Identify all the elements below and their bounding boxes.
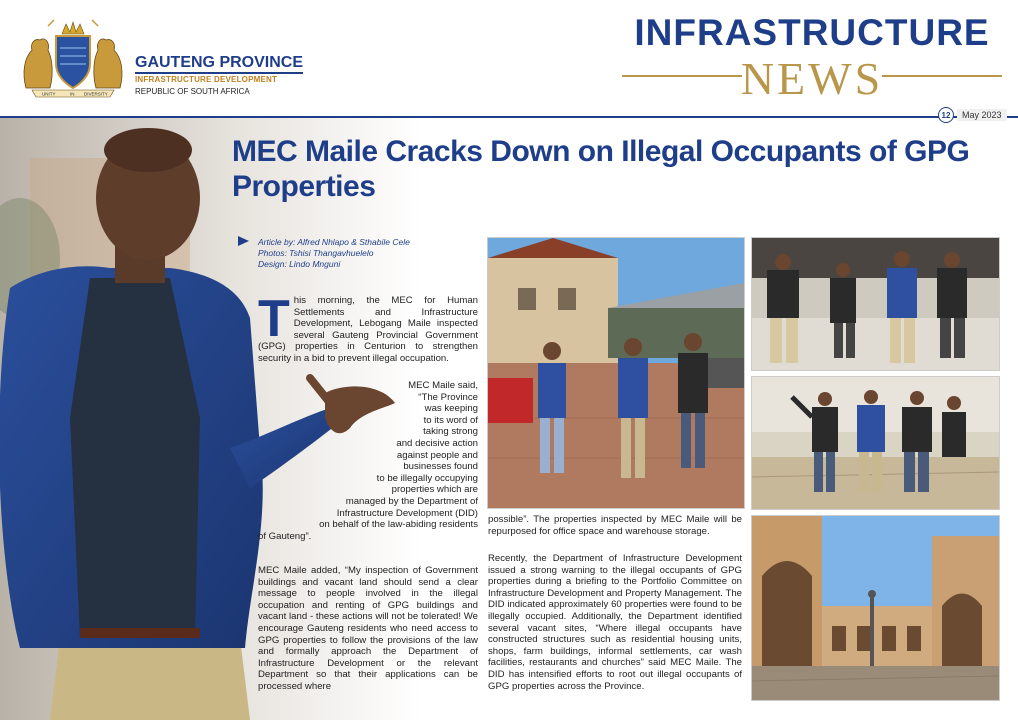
issue-info — [938, 108, 1007, 122]
quote-line: taking strong — [423, 426, 478, 438]
masthead-news: NEWS — [740, 53, 884, 104]
paragraph-quote — [258, 380, 478, 542]
quote-line: Infrastructure Development (DID) — [336, 507, 478, 519]
quote-line: managed by the Department of — [345, 495, 478, 507]
credit-design: Design: Lindo Mnguni — [258, 259, 341, 269]
article-credits — [258, 237, 410, 270]
quote-line: of Gauteng”. — [258, 530, 312, 542]
inspection-photo-hall — [751, 237, 1000, 371]
inspection-photo-building — [751, 515, 1000, 701]
quote-line: businesses found — [403, 461, 478, 473]
page-header — [0, 0, 1018, 118]
department-name: INFRASTRUCTURE DEVELOPMENT — [135, 75, 278, 84]
paragraph-intro-text: his morning, the MEC for Human Settlements and Infrastructure Development, Lebogang Maile inspected several Gauteng Provincial Government (GPG) properties in Centurion to strengthen security in a bid to prevent illegal occupation. — [258, 295, 478, 364]
issue-date: May 2023 — [957, 109, 1007, 121]
article-headline: MEC Maile Cracks Down on Illegal Occupants of GPG Properties — [232, 135, 970, 203]
issue-number: 12 — [938, 107, 954, 123]
quote-line: against people and — [396, 449, 478, 461]
masthead-title: INFRASTRUCTURE — [634, 12, 990, 53]
drop-cap: T — [258, 290, 290, 348]
crest-motto-right: DIVERSITY — [84, 91, 108, 97]
credit-arrow-icon — [238, 236, 249, 246]
inspection-photo-courtyard — [487, 237, 745, 509]
quote-line: to its word of — [423, 414, 478, 426]
coat-of-arms-icon — [18, 18, 128, 98]
paragraph-possible: possible”. The properties inspected by MEC Maile will be repurposed for office space and warehouse storage. — [488, 514, 742, 537]
paragraph-intro — [258, 290, 478, 365]
credit-photos: Photos: Tshisi Thangavhuelelo — [258, 248, 374, 258]
quote-line: was keeping — [424, 403, 478, 415]
quote-line: on behalf of the law-abiding residents — [319, 519, 478, 531]
province-name: GAUTENG PROVINCE — [135, 54, 303, 74]
quote-line: to be illegally occupying — [376, 472, 478, 484]
paragraph-recently: Recently, the Department of Infrastructure Development issued a strong warning to the illegal occupants of GPG properties during a briefing to the Portfolio Committee on Infrastructure Development and Property Management. The DID indicated approximately 60 properties were found to be illegally occupied. Additionally, the Department identified several vacant sites, “Where illegal occupants have constructed structures such as residential housing units, shops, farm buildings, informal settlements, car wash facilities, restaurants and churches” said MEC Maile. The DID has intensified efforts to root out illegal occupants of GPG properties across the Province. — [488, 553, 742, 692]
inspection-photo-site — [751, 376, 1000, 510]
paragraph-added: MEC Maile added, “My inspection of Government buildings and vacant land should send a clear message to people involved in the illegal occupation and renting of GPG buildings and vacant land - these actions will not be tolerated! We encourage Gauteng residents who need access to GPG properties to follow the provisions of the law and formally approach the Department of Infrastructure Development or the relevant Department so that their applications can be processed where — [258, 565, 478, 692]
country-name: REPUBLIC OF SOUTH AFRICA — [135, 87, 250, 96]
quote-line: MEC Maile said, — [408, 380, 478, 391]
credit-author: Article by: Alfred Nhlapo & Sthabile Cele — [258, 237, 410, 247]
crest-motto-left: UNITY — [42, 91, 56, 97]
quote-line: and decisive action — [396, 437, 478, 449]
crest-motto-mid: IN — [70, 91, 75, 97]
quote-line: properties which are — [391, 484, 478, 496]
quote-line: “The Province — [418, 391, 478, 403]
